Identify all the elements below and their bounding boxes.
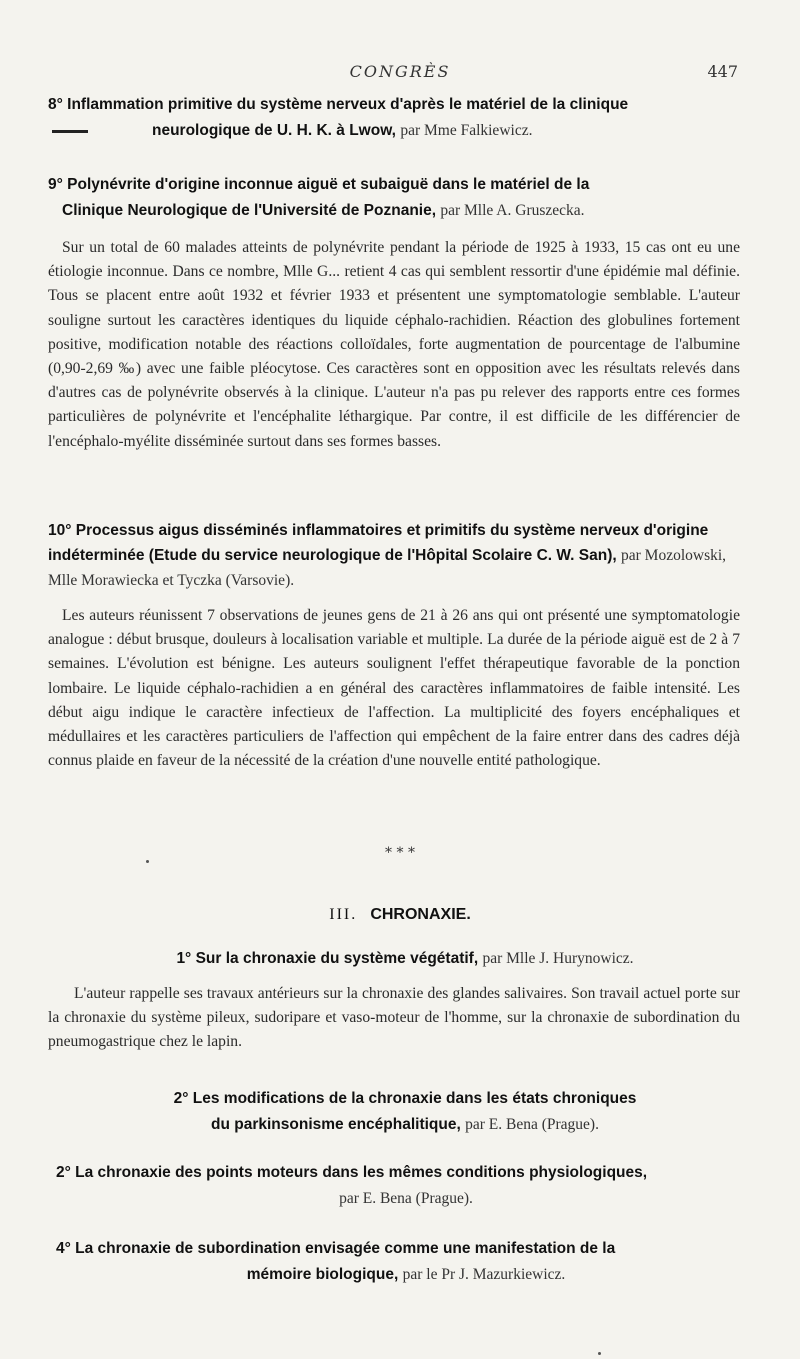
entry-9-byline: par Mlle A. Gruszecka. [440,202,585,219]
entry-9-number: 9° [48,176,63,193]
running-title: CONGRÈS [349,62,451,81]
chronaxie-2-number: 2° [173,1090,189,1107]
chronaxie-3-number: 2° [56,1164,71,1181]
chronaxie-1-body: L'auteur rappelle ses travaux antérieurs sur la chronaxie des glandes salivaires. Son travail actuel porte sur la chronaxie du système pileux, sudoripare et vaso-moteur de l'homme, sur la chronaxie de subordination du pneumogastrique chez le lapin. [48,985,740,1051]
chronaxie-2-byline: par E. Bena (Prague). [465,1116,599,1133]
chronaxie-3-heading [56,1160,756,1212]
section-number: III. [329,906,358,923]
ink-mark [52,130,88,133]
entry-10-byline: par Mozolowski, Mlle Morawiecka et Tyczka (Varsovie). [48,547,727,589]
chronaxie-4-number: 4° [56,1240,71,1257]
running-header [0,62,800,82]
chronaxie-4-title-2: mémoire biologique, [246,1266,399,1283]
stray-dot [598,1352,601,1355]
chronaxie-2-title: Les modifications de la chronaxie dans les états chroniques [192,1090,637,1107]
chronaxie-2-heading [60,1086,750,1138]
entry-8-number: 8° [48,96,63,113]
entry-9-heading [48,172,748,224]
chronaxie-4-byline: par le Pr J. Mazurkiewicz. [402,1266,566,1283]
entry-9-title: Polynévrite d'origine inconnue aiguë et subaiguë dans le matériel de la [67,176,590,193]
entry-8-title-2: neurologique de U. H. K. à Lwow, [152,122,396,139]
stray-dot [146,860,149,863]
chronaxie-3-byline: par E. Bena (Prague). [339,1190,473,1207]
entry-10-body: Les auteurs réunissent 7 observations de jeunes gens de 21 à 26 ans qui ont présenté une symptomatologie analogue : début brusque, douleurs à localisation variable et multiple. La durée de la période aiguë est de 2 à 7 semaines. L'évolution est bénigne. Les auteurs soulignent l'effet thérapeutique favorable de la ponction lombaire. Le liquide céphalo-rachidien a en général des caractères inflammatoires de faible intensité. Les début aigu indique le caractère infectieux de l'affection. La multiplicité des foyers encéphaliques et médullaires et les caractères particuliers de l'affection qui empêchent de la faire entrer dans des cadres déjà connus plaide en faveur de la nécessité de la création d'une nouvelle entité pathologique. [48,607,740,770]
chronaxie-1-number: 1° [176,950,192,967]
entry-8-byline: par Mme Falkiewicz. [400,122,533,139]
entry-10-number: 10° [48,522,72,539]
chronaxie-1-heading [60,946,750,972]
section-heading [0,904,800,924]
chronaxie-2-title-2: du parkinsonisme encéphalitique, [211,1116,461,1133]
section-title: CHRONAXIE. [370,906,471,923]
entry-10-heading [48,518,748,593]
entry-8-title: Inflammation primitive du système nerveux d'après le matériel de la clinique [67,96,629,113]
entry-10-title: Processus aigus disséminés inflammatoires et primitifs du système nerveux d'origine indéterminée (Etude du service neurologique de l'Hôpital Scolaire C. W. San), [48,522,709,564]
chronaxie-1-byline: par Mlle J. Hurynowicz. [482,950,634,967]
chronaxie-4-heading [56,1236,756,1288]
entry-9-title-2: Clinique Neurologique de l'Université de Poznanie, [62,202,437,219]
chronaxie-1-title: Sur la chronaxie du système végétatif, [195,950,479,967]
chronaxie-3-title: La chronaxie des points moteurs dans les mêmes conditions physiologiques, [75,1164,648,1181]
entry-9-body: Sur un total de 60 malades atteints de polynévrite pendant la période de 1925 à 1933, 15 cas ont eu une étiologie inconnue. Dans ce nombre, Mlle G... retient 4 cas qui semblent ressortir d'une épidémie mal définie. Tous se placent entre août 1932 et février 1933 et présentent une symptomatologie semblable. L'auteur souligne surtout les caractères identiques du liquide céphalo-rachidien. Réaction des globulines fortement positive, modification notable des réactions colloïdales, forte augmentation de pourcentage de l'albumine (0,90-2,69 ‰) avec une faible pléocytose. Ces caractères sont en opposition avec les résultats relevés dans d'autres cas de polynévrite observés à la clinique. L'auteur n'a pas pu relever des rapports entre ces formes particulières de polynévrite et l'encéphalite léthargique. Par contre, il est difficile de les différencier de l'encéphalo-myélite disséminée surtout dans ses formes basses. [48,239,740,450]
page-number: 447 [707,62,738,81]
section-separator: * * * [385,845,415,861]
entry-8-heading [48,92,748,144]
chronaxie-4-title: La chronaxie de subordination envisagée comme une manifestation de la [75,1240,616,1257]
